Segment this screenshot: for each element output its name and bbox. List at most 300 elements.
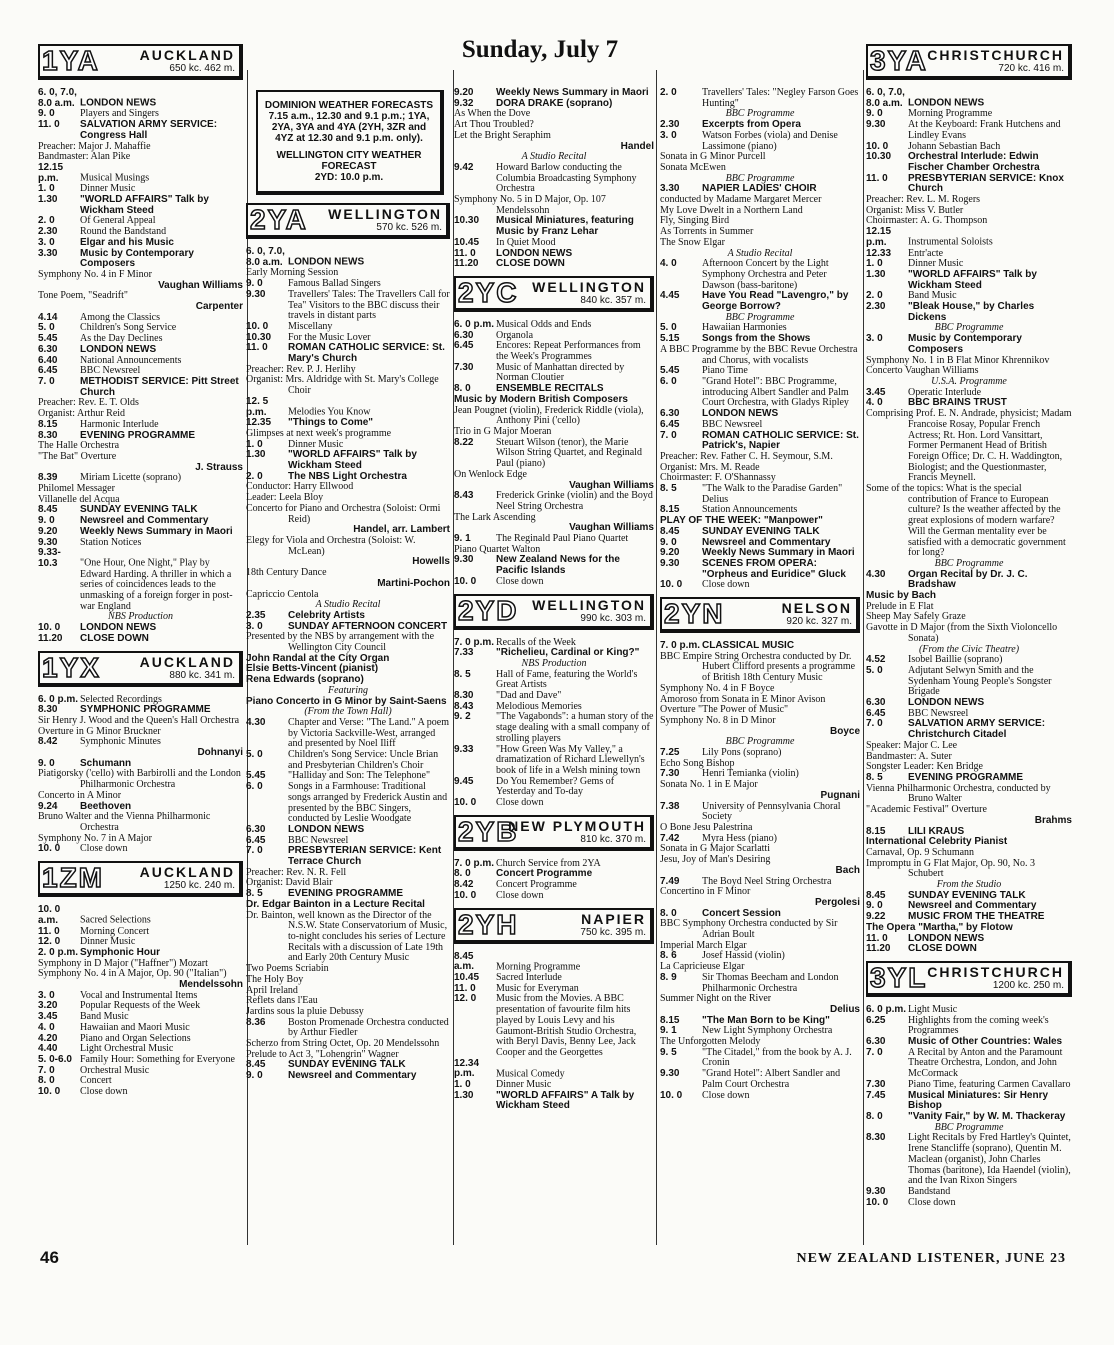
programme-detail: La Capricieuse Elgar: [660, 961, 745, 973]
station-city: AUCKLAND: [139, 653, 235, 670]
programme-title: "WORLD AFFAIRS" Talk by Wickham Steed: [908, 268, 1037, 291]
programme-time: 8.15: [660, 1014, 680, 1026]
programme-title: Organ Recital by Dr. J. C. Bradshaw: [908, 568, 1028, 591]
station-header: [246, 203, 450, 239]
column-3: [454, 88, 654, 1112]
programme-entry: [246, 1071, 450, 1082]
programme-time: 8. 5: [454, 668, 471, 680]
programme-detail: Preacher: Rev. E. T. Olds: [38, 397, 139, 409]
programme-title: "WORLD AFFAIRS" A Talk by Wickham Steed: [496, 1089, 635, 1112]
programme-detail: Symphony No. 1 in B Flat Minor Khrennikov: [866, 354, 1050, 366]
programme-title: Chapter and Verse: "The Land." A poem by Victoria Sackville-West, arranged and presented by Noel Iliff: [288, 716, 449, 750]
programme-time: 8.45 a.m.: [454, 950, 475, 973]
programme-entry: [660, 88, 860, 109]
programme-detail: Dr. Edgar Bainton in a Lecture Recital: [246, 898, 425, 910]
programme-title: BBC Newsreel: [80, 365, 141, 377]
programme-title: Light Music: [908, 1003, 958, 1015]
programme-title: Light Orchestral Music: [80, 1043, 174, 1055]
programme-time: 8.15: [38, 418, 58, 430]
programme-time: 12. 0: [38, 936, 61, 948]
programme-detail: Concerto for Piano and Orchestra (Soloist: Ormi Reid): [246, 502, 441, 525]
programme-title: Howard Barlow conducting the Columbia Broadcasting Symphony Orchestra: [496, 161, 637, 195]
programme-time: 9.30: [454, 554, 474, 566]
station-frequency: 720 kc. 416 m.: [998, 63, 1064, 74]
programme-time: 10. 0: [660, 579, 683, 591]
programme-time: 11.20: [38, 632, 63, 644]
programme-title: Dinner Music: [80, 936, 136, 948]
programme-detail: Symphony No. 8 in D Minor: [660, 714, 776, 726]
programme-entry: [38, 538, 243, 549]
programme-time: 4. 0: [38, 1021, 55, 1033]
programme-entry: [454, 163, 654, 195]
programme-time: 12.15 p.m.: [866, 226, 892, 248]
programme-title: "Vanity Fair," by W. M. Thackeray: [908, 1110, 1066, 1122]
programme-title: Newsreel and Commentary: [908, 900, 1037, 912]
programme-title: Afternoon Concert by the Light Symphony Orchestra and Peter Dawson (bass-baritone): [702, 258, 829, 291]
composer-name: Dohnanyi: [197, 747, 243, 759]
programme-detail: Concerto Vaughan Williams: [866, 365, 979, 377]
programme-entry: [660, 559, 860, 580]
programme-detail: International Celebrity Pianist: [866, 836, 1008, 848]
programme-time: 10. 0: [866, 140, 889, 152]
programme-credit: (From the Civic Theatre): [918, 643, 1020, 655]
composer-name: Pugnani: [820, 789, 860, 801]
programme-time: 9.33: [454, 743, 474, 755]
programme-time: 9. 0: [246, 1070, 263, 1082]
programme-detail: Speaker: Major C. Lee: [866, 739, 958, 751]
station-callsign: 1ZM: [42, 862, 104, 894]
programme-entry: [38, 356, 243, 367]
programme-detail: Piano Concerto in G Minor by Saint-Saens: [246, 695, 447, 707]
station-frequency: 750 kc. 395 m.: [580, 926, 646, 938]
programme-time: 12. 5 p.m.: [246, 395, 269, 418]
programme-title: Adjutant Selwyn Smith and the Sydenham Young People's Songster Brigade: [908, 664, 1052, 698]
programme-detail: Bandmaster: A. Suter: [866, 750, 952, 762]
weather-line: DOMINION WEATHER FORECASTS: [264, 100, 434, 111]
programme-entry: [38, 163, 243, 184]
programme-time: 6. 0, 7.0, 8.0 a.m.: [246, 246, 285, 268]
weather-forecast-box: [256, 90, 444, 195]
composer-name: Bach: [835, 864, 860, 876]
programme-time: 9. 1: [454, 533, 471, 545]
programme-title: LONDON NEWS: [496, 247, 573, 259]
station-callsign: 2YH: [458, 908, 519, 940]
station-header: [38, 651, 243, 687]
programme-detail: The Halle Orchestra: [38, 440, 120, 452]
programme-entry: [38, 195, 243, 216]
programme-detail: Concerto in A Minor: [38, 789, 122, 801]
programme-title: "The Walk to the Paradise Garden" Delius: [702, 483, 843, 505]
programme-detail: My Love Dwelt in a Northern Land: [660, 204, 803, 216]
station-callsign: 2YN: [664, 598, 725, 630]
programme-detail: Gavotte in D Major (from the Sixth Violoncello Sonata): [866, 622, 1058, 644]
programme-title: "One Hour, One Night," Play by Edward Harding. A thriller in which a series of coincidences leads to the unmasking of a foreign forger in post-war England: [80, 557, 233, 612]
programme-entry: [866, 270, 1072, 291]
programme-title: Isobel Baillie (soprano): [908, 654, 1003, 666]
programme-detail: Music by Modern British Composers: [454, 393, 628, 405]
programme-title: LONDON NEWS: [288, 823, 365, 835]
programme-detail: Villanelle del Acqua: [38, 493, 120, 505]
programme-detail: Preacher: Major J. Mahaffie: [38, 140, 151, 152]
programme-time: 8.30: [454, 690, 474, 702]
programme-entry: [660, 377, 860, 409]
programme-title: LILI KRAUS: [908, 825, 965, 837]
station-callsign: 3YA: [870, 45, 928, 76]
programme-title: Church Service from 2YA: [496, 857, 601, 869]
programme-entry: [38, 1076, 243, 1087]
programme-title: Close down: [80, 843, 128, 855]
programme-credit: BBC Programme: [934, 1121, 1004, 1133]
programme-time: 9.20: [660, 547, 680, 559]
station-header: [454, 594, 654, 630]
programme-time: 10. 0: [866, 1196, 889, 1208]
station-frequency: 570 kc. 526 m.: [376, 222, 442, 233]
programme-detail: Preacher: Rev. P. J. Herlihy: [246, 363, 356, 375]
programme-title: Symphonic Hour: [80, 946, 161, 958]
column-1: [38, 38, 243, 1098]
programme-entry: [660, 131, 860, 152]
programme-detail: Preacher: Rev. L. M. Rogers: [866, 194, 981, 206]
programme-title: BBC Newsreel: [288, 834, 349, 846]
programme-title: Newsreel and Commentary: [288, 1070, 417, 1082]
programme-title: Band Music: [908, 290, 957, 302]
programme-title: Selected Recordings: [80, 693, 162, 705]
station-frequency: 840 kc. 357 m.: [580, 294, 646, 306]
programme-time: 8.45: [38, 504, 58, 516]
programme-time: 9.32: [454, 97, 474, 109]
programme-time: 2. 0: [246, 470, 263, 482]
programme-detail: Piano Quartet Walton: [454, 543, 541, 555]
programme-time: 8.15: [866, 825, 886, 837]
programme-title: Among the Classics: [80, 311, 160, 323]
programme-time: 10. 0 a.m.: [38, 904, 61, 926]
weather-line: 7.15 a.m., 12.30 and 9.1 p.m.; 1YA, 2YA, 3YA and 4YA (2YH, 3ZR and 4YZ at 12.30 and 9.1 p.m. only).: [268, 111, 430, 144]
programme-detail: O Bone Jesu Palestrina: [660, 822, 753, 833]
programme-entry: [246, 343, 450, 364]
programme-title: LONDON NEWS: [80, 97, 157, 109]
station-city: NAPIER: [581, 910, 646, 927]
programme-title: Music by Contemporary Composers: [80, 247, 194, 270]
station-header: [38, 861, 243, 897]
programme-title: Travellers' Tales: "Negley Farson Goes Hunting": [702, 87, 859, 109]
programme-entry: [454, 952, 654, 973]
programme-credit: (From the Town Hall): [304, 706, 392, 718]
programme-time: 9. 0: [866, 108, 883, 120]
programme-time: 10. 0: [454, 889, 477, 901]
programme-title: Miriam Licette (soprano): [80, 472, 182, 484]
programme-detail: Jardins sous la pluie Debussy: [246, 1005, 364, 1017]
composer-name: Handel, arr. Lambert: [353, 524, 450, 536]
programme-title: Melodious Memories: [496, 700, 582, 712]
programme-entry: [246, 290, 450, 322]
programme-detail: April Ireland: [246, 984, 298, 996]
programme-time: 7.30: [454, 361, 474, 373]
programme-time: 9. 0: [660, 536, 677, 548]
programme-title: Sacred Interlude: [496, 972, 562, 983]
programme-title: At the Keyboard: Frank Hutchens and Lindley Evans: [908, 119, 1061, 141]
programme-detail: Impromptu in G Flat Major, Op. 90, No. 3 Schubert: [866, 857, 1036, 880]
programme-detail: Echo Song Bishop: [660, 757, 735, 769]
programme-title: Children's Song Service: Uncle Brian and Presbyterian Children's Choir: [288, 749, 439, 771]
programme-detail: "The Bat" Overture: [38, 450, 117, 462]
column-2: [246, 80, 450, 1082]
programme-detail: As When the Dove: [454, 108, 531, 120]
programme-title: "Grand Hotel": BBC Programme, introducing Albert Sandler and Palm Court Orchestra, with Gladys Ripley: [702, 375, 849, 409]
programme-time: 6.30: [660, 408, 680, 420]
programme-title: SYMPHONIC PROGRAMME: [80, 704, 211, 716]
composer-name: Carpenter: [195, 301, 243, 313]
programme-title: Vocal and Instrumental Items: [80, 989, 198, 1001]
programme-title: BBC Newsreel: [702, 418, 763, 430]
programme-title: LONDON NEWS: [288, 256, 365, 268]
programme-title: Elgar and his Music: [80, 236, 174, 248]
programme-time: 10.30: [246, 331, 272, 343]
station-callsign: 2YB: [458, 815, 519, 847]
programme-title: Organola: [496, 329, 534, 341]
programme-time: 8.30: [38, 704, 58, 716]
programme-time: 6. 0 p.m.: [38, 693, 79, 705]
programme-title: Henri Temianka (violin): [702, 768, 799, 780]
programme-time: 5.45: [246, 770, 266, 782]
programme-detail: Preacher: Rev. N. R. Fell: [246, 866, 347, 878]
programme-title: Johann Sebastian Bach: [908, 140, 1001, 152]
programme-time: 9.20: [38, 525, 58, 537]
programme-detail: Symphony No. 4 in F Minor: [38, 268, 152, 280]
programme-title: As the Day Declines: [80, 333, 163, 345]
programme-detail: conducted by Madame Margaret Mercer: [660, 194, 822, 206]
programme-time: 9.30: [660, 557, 680, 569]
masthead: NEW ZEALAND LISTENER, JUNE 23: [796, 1251, 1066, 1266]
programme-title: Music of Other Countries: Wales: [908, 1036, 1063, 1048]
programme-detail: Symphony in D Major ("Haffner") Mozart: [38, 957, 208, 969]
programme-entry: [866, 1091, 1072, 1112]
programme-time: 9.33-10.3: [38, 547, 61, 569]
programme-entry: [454, 555, 654, 576]
programme-time: 6.45: [454, 340, 474, 352]
station-city: NELSON: [781, 600, 852, 617]
programme-time: 3. 0: [38, 989, 55, 1001]
programme-time: 10.45: [454, 972, 480, 983]
programme-detail: Choirmaster: F. O'Shannassy: [660, 472, 776, 484]
programme-credit: BBC Programme: [934, 557, 1004, 569]
programme-title: The NBS Light Orchestra: [288, 470, 407, 482]
programme-time: 2. 0 p.m.: [38, 946, 79, 958]
programme-time: 9.24: [38, 800, 58, 812]
programme-title: Have You Read "Lavengro," by George Borrow?: [702, 290, 849, 313]
programme-detail: Amoroso from Sonata in E Minor Avison: [660, 693, 826, 705]
programme-title: "The Vagabonds": a human story of the stage dealing with a small company of strolling players: [496, 711, 654, 744]
programme-time: 12. 0: [454, 993, 477, 1005]
programme-entry: [454, 216, 654, 237]
programme-title: Sir Thomas Beecham and London Philharmonic Orchestra: [702, 971, 839, 994]
programme-time: 9.20: [454, 87, 474, 98]
programme-detail: Elegy for Viola and Orchestra (Soloist: W. McLean): [246, 534, 416, 557]
programme-time: 9. 2: [454, 711, 471, 723]
programme-title: "The Man Born to be King": [702, 1014, 830, 1026]
composer-name: Handel: [620, 140, 654, 152]
programme-detail: Organist: Mrs. Aldridge with St. Mary's College Choir: [246, 374, 439, 397]
programme-time: 10. 0: [454, 797, 477, 809]
programme-time: 5.45: [660, 365, 680, 377]
programme-time: 6. 0, 7.0, 8.0 a.m.: [38, 87, 77, 109]
programme-title: Close down: [80, 1086, 128, 1098]
programme-detail: Comprising Prof. E. N. Andrade, physicist; Madam Francoise Rosay, Popular French Actress; Rt. Hon. Lord Vansittart, Former Permanent Head of British Foreign Office; Dr. C. H. Waddington, Biologist; and the Questionmaster, Francis Meynell.: [866, 408, 1072, 484]
programme-title: Piano Time: [702, 365, 748, 377]
station-header: [454, 908, 654, 944]
programme-title: Of General Appeal: [80, 215, 156, 227]
station-callsign: 2YC: [458, 276, 519, 308]
programme-title: Station Announcements: [702, 504, 798, 516]
programme-entry: [38, 905, 243, 926]
programme-detail: Reflets dans l'Eau: [246, 995, 318, 1007]
programme-entry: [454, 1059, 654, 1080]
programme-time: 8.22: [454, 436, 474, 448]
programme-time: 7.33: [454, 647, 474, 659]
composer-name: J. Strauss: [195, 461, 243, 473]
station-city: CHRISTCHURCH: [927, 963, 1064, 980]
programme-title: The Reginald Paul Piano Quartet: [496, 533, 629, 545]
programme-entry: [246, 247, 450, 268]
programme-detail: Glimpses at next week's programme: [246, 427, 392, 439]
programme-title: Popular Requests of the Week: [80, 1000, 201, 1012]
programme-title: "How Green Was My Valley," a dramatization of Richard Llewellyn's book of life in a Welsh mining town: [496, 743, 645, 776]
programme-title: Highlights from the coming week's Programmes: [908, 1014, 1049, 1037]
programme-title: Hall of Fame, featuring the World's Great Artists: [496, 668, 638, 691]
programme-time: 7.25: [660, 747, 680, 759]
programme-time: 8. 5: [866, 772, 883, 783]
composer-name: Howells: [412, 556, 450, 568]
programme-title: "Halliday and Son: The Telephone": [288, 770, 431, 782]
programme-time: 8. 5: [660, 483, 677, 495]
programme-time: 6.45: [660, 418, 680, 430]
programme-detail: Vienna Philharmonic Orchestra, conducted by Bruno Walter: [866, 782, 1051, 805]
programme-time: 4.20: [38, 1032, 58, 1044]
programme-title: Steuart Wilson (tenor), the Marie Wilson String Quartet, and Reginald Paul (piano): [496, 436, 642, 470]
programme-entry: [454, 745, 654, 777]
programme-title: Recalls of the Week: [496, 636, 576, 648]
programme-time: 10. 0: [38, 622, 61, 634]
programme-title: Boston Promenade Orchestra conducted by Arthur Fiedler: [288, 1016, 449, 1039]
programme-title: Sacred Selections: [80, 914, 151, 926]
programme-time: 3. 0: [246, 620, 263, 632]
programme-time: 6.30: [454, 329, 474, 341]
programme-time: 8.30: [38, 429, 58, 441]
programme-title: "The Citadel," from the book by A. J. Cronin: [702, 1046, 852, 1069]
programme-time: 8. 0: [454, 383, 471, 395]
programme-title: EVENING PROGRAMME: [80, 429, 196, 441]
programme-detail: Sonata in G Minor Purcell: [660, 151, 766, 163]
programme-time: 6. 0: [660, 375, 677, 387]
programme-time: 3.30: [660, 183, 680, 195]
programme-title: CLASSICAL MUSIC: [702, 640, 795, 652]
programme-title: Hawaiian and Maori Music: [80, 1021, 190, 1033]
composer-name: Boyce: [829, 725, 860, 737]
programme-time: 2.35: [246, 609, 266, 621]
programme-time: 11. 0: [454, 247, 476, 259]
programme-title: Concert Programme: [496, 879, 577, 891]
programme-title: Lily Pons (soprano): [702, 747, 782, 759]
programme-title: Newsreel and Commentary: [80, 515, 209, 527]
programme-entry: [38, 249, 243, 270]
programme-time: 8.45: [866, 889, 886, 901]
programme-detail: Overture "The Power of Music": [660, 704, 789, 716]
programme-title: Light Recitals by Fred Hartley's Quintet, Irene Stancliffe (soprano), Quentin M. Maclean (organist), John Charles Thomas (baritone), Ida Haendel (violin), and the Ivan Rixon Singers: [908, 1132, 1071, 1187]
programme-title: Encores: Repeat Performances from the Week's Programmes: [496, 340, 641, 363]
programme-time: 3.20: [38, 1000, 58, 1012]
programme-entry: [246, 1018, 450, 1039]
programme-time: 6.30: [866, 1036, 886, 1048]
programme-detail: Carnaval, Op. 9 Schumann: [866, 846, 975, 858]
programme-time: 4.52: [866, 654, 886, 666]
programme-detail: "Academic Festival" Overture: [866, 804, 987, 816]
programme-title: Music for Everyman: [496, 982, 579, 994]
programme-time: 7. 0: [866, 718, 883, 730]
programme-title: NAPIER LADIES' CHOIR: [702, 183, 817, 195]
programme-title: Children's Song Service: [80, 322, 177, 334]
programme-time: 6. 0 p.m.: [866, 1003, 907, 1015]
programme-title: Celebrity Artists: [288, 609, 365, 621]
programme-title: Music of Manhattan directed by Norman Cloutier: [496, 361, 625, 384]
programme-time: 12.35: [246, 417, 272, 429]
station-callsign: 1YA: [42, 45, 100, 76]
programme-title: Schumann: [80, 757, 132, 769]
programme-time: 6.45: [38, 365, 58, 377]
programme-time: 7. 0 p.m.: [454, 636, 495, 648]
programme-time: 3.30: [38, 247, 58, 259]
column-4: [660, 88, 860, 1101]
programme-time: 11. 0: [38, 119, 60, 131]
programme-title: National Announcements: [80, 354, 182, 366]
programme-time: 8.36: [246, 1016, 266, 1028]
programme-detail: Preacher: Rev. Father C. H. Seymour, S.M.: [660, 450, 833, 462]
programme-detail: On Wenlock Edge: [454, 468, 527, 480]
programme-detail: Two Poems Scriabin: [246, 963, 329, 975]
programme-detail: The Unforgotten Melody: [660, 1036, 761, 1048]
programme-time: 9. 0: [38, 757, 55, 769]
programme-entry: [866, 1187, 1072, 1198]
programme-time: 9.30: [866, 1185, 886, 1197]
programme-detail: Prelude to Act 3, "Lohengrin" Wagner: [246, 1048, 399, 1060]
programme-credit: U.S.A. Programme: [931, 375, 1007, 387]
programme-time: 2. 0: [866, 290, 883, 302]
programme-title: Weekly News Summary in Maori: [702, 547, 855, 559]
programme-title: Musical Odds and Ends: [496, 318, 592, 330]
station-header: [454, 276, 654, 312]
station-callsign: 2YD: [458, 594, 519, 626]
programme-detail: Rena Edwards (soprano): [246, 674, 364, 686]
programme-title: Dinner Music: [288, 438, 344, 450]
programme-time: 11. 0: [246, 342, 268, 354]
programme-time: 5. 0: [866, 664, 883, 676]
programme-title: Watson Forbes (viola) and Denise Lassimone (piano): [702, 129, 838, 152]
programme-time: 7.30: [660, 768, 680, 780]
composer-name: Vaughan Williams: [569, 522, 654, 534]
programme-title: Station Notices: [80, 536, 142, 548]
programme-title: SALVATION ARMY SERVICE: Congress Hall: [80, 119, 218, 141]
composer-name: Martini-Pochon: [377, 577, 450, 589]
programme-title: The Boyd Neel String Orchestra: [702, 875, 832, 887]
programme-title: In Quiet Mood: [496, 236, 556, 248]
programme-entry: [246, 397, 450, 418]
programme-detail: Piatigorsky ('cello) with Barbirolli and the London Philharmonic Orchestra: [38, 768, 241, 791]
programme-title: Melodies You Know: [288, 406, 371, 418]
composer-name: Pergolesi: [814, 896, 860, 908]
programme-title: LONDON NEWS: [908, 932, 985, 944]
programme-detail: Overture in G Minor Bruckner: [38, 725, 161, 737]
programme-title: METHODIST SERVICE: Pitt Street Church: [80, 375, 239, 398]
programme-time: 7. 0: [246, 845, 263, 857]
programme-entry: [454, 880, 654, 891]
